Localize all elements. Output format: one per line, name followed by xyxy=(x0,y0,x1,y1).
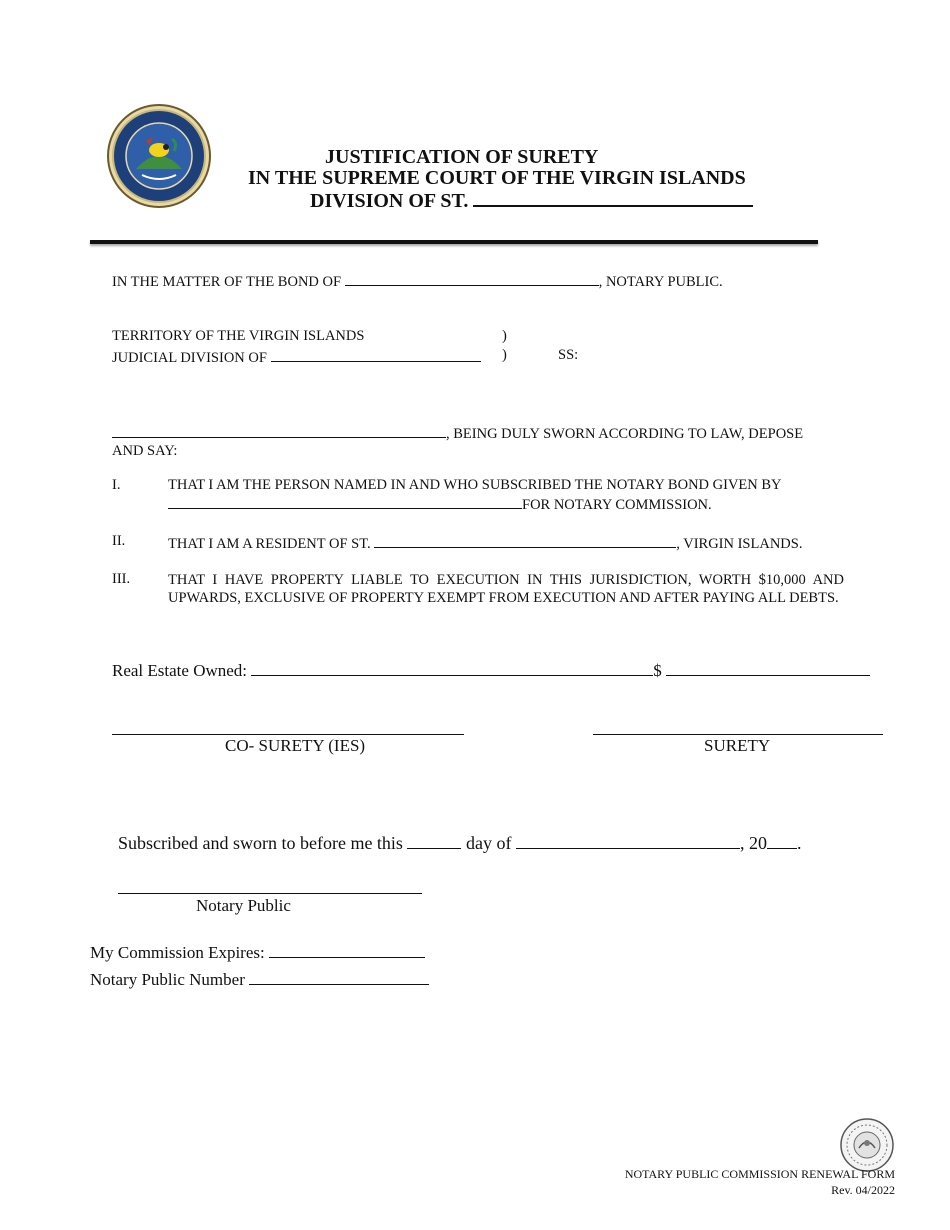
surety-signature-line[interactable] xyxy=(593,734,883,735)
co-surety-signature-line[interactable] xyxy=(112,734,464,735)
notary-public-signature-label: Notary Public xyxy=(196,896,291,915)
title-line-1: JUSTIFICATION OF SURETY xyxy=(325,146,599,168)
commission-expires-field[interactable] xyxy=(269,941,425,958)
item-2-number: II. xyxy=(112,533,126,549)
judicial-division-line xyxy=(112,347,481,367)
item-1-suffix: FOR NOTARY COMMISSION. xyxy=(522,497,712,513)
bond-matter-line xyxy=(112,271,723,291)
bond-given-by-field[interactable] xyxy=(168,494,522,509)
surety-label: SURETY xyxy=(704,736,771,755)
item-2-suffix: , VIRGIN ISLANDS. xyxy=(676,536,803,552)
division-blank[interactable] xyxy=(473,189,753,207)
jurat-line: Subscribed and sworn to before me this day of , 20 . xyxy=(118,833,802,853)
co-surety-label: CO- SURETY (IES) xyxy=(225,736,366,755)
jurat-day-field[interactable] xyxy=(407,832,461,849)
ss-label: SS: xyxy=(558,347,579,363)
notary-signature-line[interactable] xyxy=(118,893,422,894)
jurat-day-of: day of xyxy=(465,833,512,853)
title-line-3: DIVISION OF ST. xyxy=(310,189,753,212)
commission-expires-line xyxy=(90,941,425,963)
notary-number-field[interactable] xyxy=(249,968,429,985)
item-2-text: THAT I AM A RESIDENT OF ST. xyxy=(168,536,371,552)
item-3-number: III. xyxy=(112,571,131,587)
jurat-year-field[interactable] xyxy=(767,832,797,849)
jurat-text: Subscribed and sworn to before me this xyxy=(118,833,403,853)
footer-form-name: NOTARY PUBLIC COMMISSION RENEWAL FORM xyxy=(624,1167,895,1181)
jurat-month-field[interactable] xyxy=(516,832,740,849)
real-estate-value-field[interactable] xyxy=(666,659,870,676)
item-2-line xyxy=(168,533,802,553)
sworn-text: , BEING DULY SWORN ACCORDING TO LAW, DEPOSE xyxy=(446,426,804,442)
affiant-line xyxy=(112,423,803,443)
footer-revision: Rev. 04/2022 xyxy=(831,1183,895,1197)
real-estate-label: Real Estate Owned: xyxy=(112,661,248,680)
title-line-2: IN THE SUPREME COURT OF THE VIRGIN ISLANDS xyxy=(248,167,746,189)
bond-matter-label: IN THE MATTER OF THE BOND OF xyxy=(112,274,342,290)
header-divider xyxy=(90,240,818,244)
judicial-division-field[interactable] xyxy=(271,347,481,362)
dollar-sign: $ xyxy=(653,661,662,680)
territory-label: TERRITORY OF THE VIRGIN ISLANDS xyxy=(112,328,365,344)
notary-number-label: Notary Public Number xyxy=(90,970,245,989)
footer-seal xyxy=(840,1118,894,1172)
item-1-text: THAT I AM THE PERSON NAMED IN AND WHO SUBSCRIBED THE NOTARY BOND GIVEN BY xyxy=(168,477,782,493)
item-1-number: I. xyxy=(112,477,121,493)
commission-expires-label: My Commission Expires: xyxy=(90,943,265,962)
notary-public-label: , NOTARY PUBLIC. xyxy=(598,274,723,290)
and-say-label: AND SAY: xyxy=(112,443,178,459)
venue-paren-2: ) xyxy=(502,347,507,363)
affiant-name-field[interactable] xyxy=(112,423,446,438)
real-estate-line xyxy=(112,659,870,681)
notary-number-line xyxy=(90,968,429,990)
venue-paren-1: ) xyxy=(502,328,507,344)
item-1-line2 xyxy=(168,494,712,514)
item-3-text: THAT I HAVE PROPERTY LIABLE TO EXECUTION IN THIS JURISDICTION, WORTH $10,000 AND UPWARDS, EXCLUSIVE OF PROPERTY EXEMPT FROM EXECUTION AND AFTER PAYING ALL DEBTS. xyxy=(168,572,844,606)
lieutenant-governor-seal xyxy=(106,103,212,209)
jurat-year-prefix: , 20 xyxy=(739,833,767,853)
residence-field[interactable] xyxy=(374,533,676,548)
bond-name-field[interactable] xyxy=(345,271,599,286)
real-estate-field[interactable] xyxy=(251,659,653,676)
judicial-division-label: JUDICIAL DIVISION OF xyxy=(112,350,267,366)
